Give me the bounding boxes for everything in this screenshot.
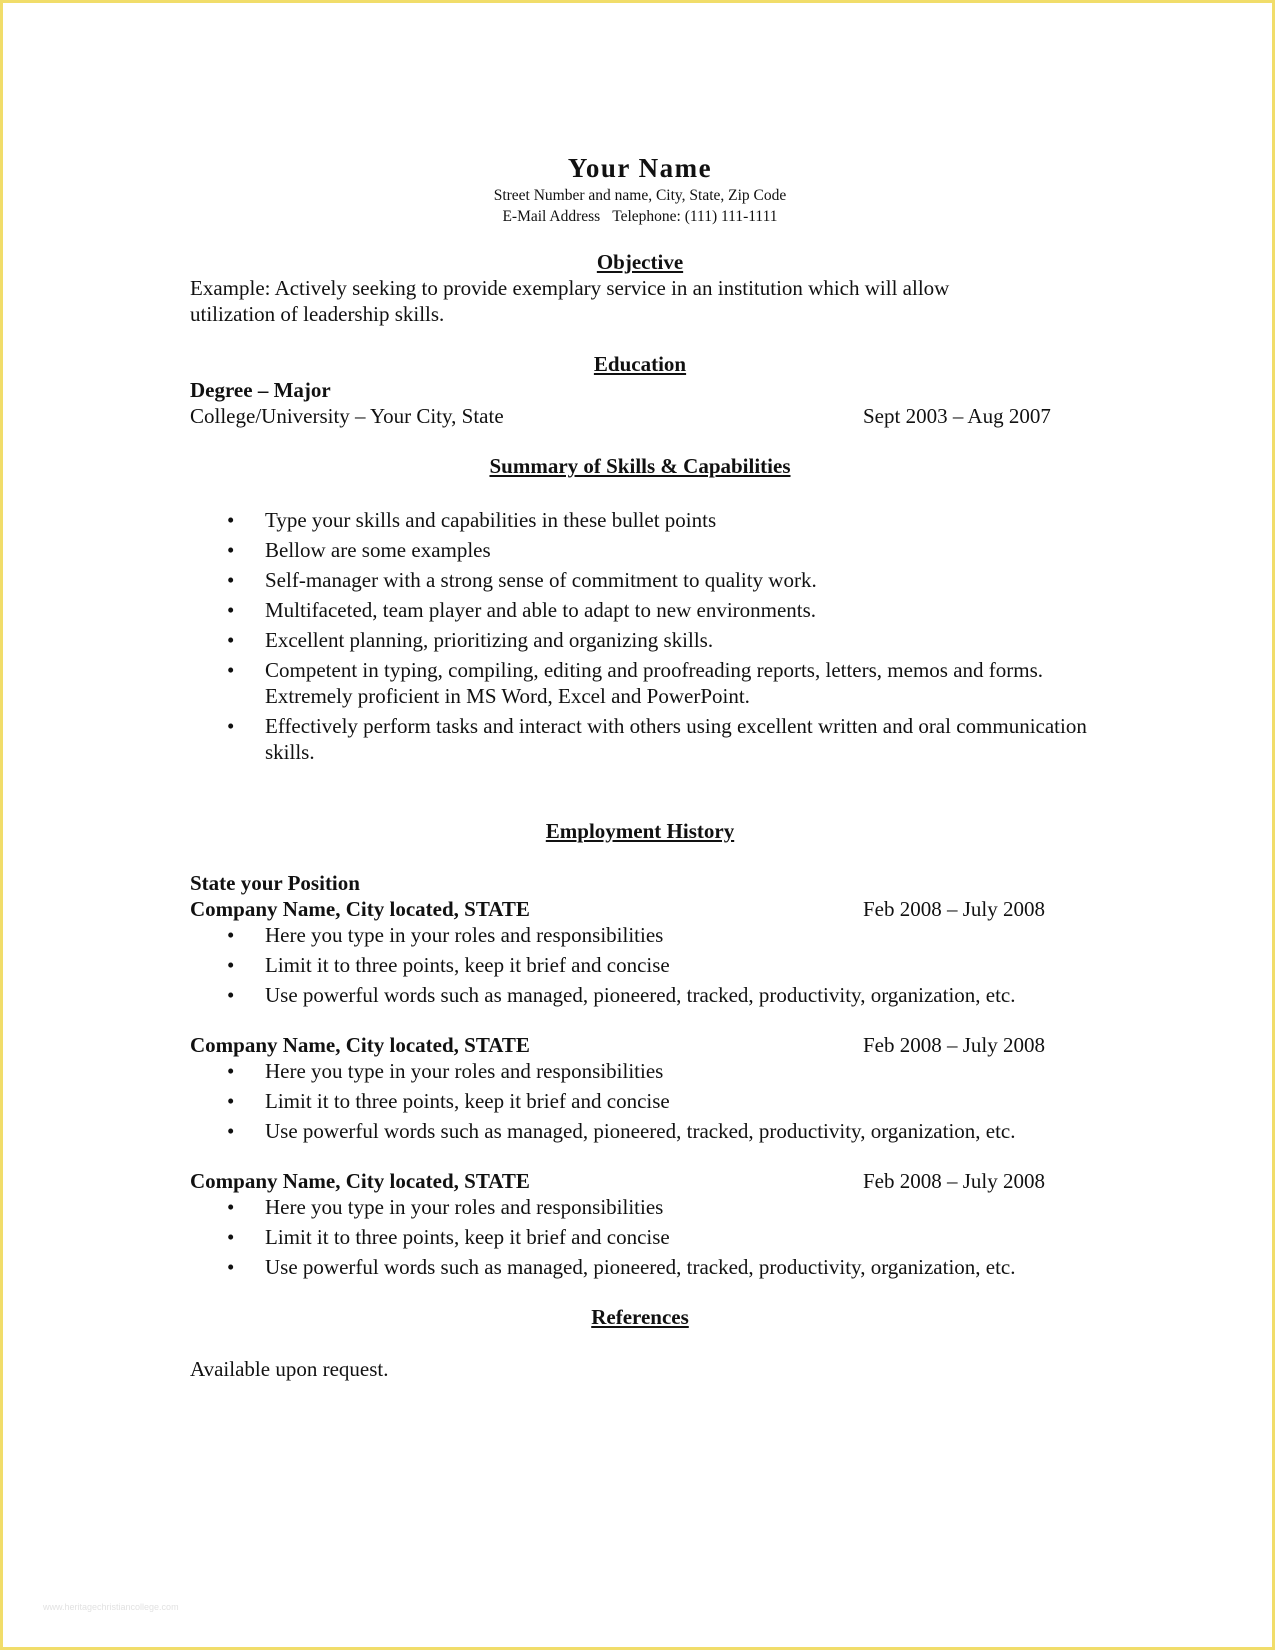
list-item: • Use powerful words such as managed, pioneered, tracked, productivity, organization, etc.: [190, 1118, 1090, 1144]
list-item: • Here you type in your roles and responsibilities: [190, 1194, 1090, 1220]
watermark-text: www.heritagechristiancollege.com: [43, 1602, 179, 1612]
employment-title: Employment History: [545, 819, 735, 843]
job-dates: Feb 2008 – July 2008: [863, 1169, 1046, 1193]
education-row: [190, 403, 1090, 429]
list-item: • Effectively perform tasks and interact with others using excellent written and oral communication skills.: [190, 713, 1090, 765]
degree-major: Degree – Major: [190, 378, 331, 402]
address-line: Street Number and name, City, State, Zip Code: [493, 187, 787, 204]
objective-title: Objective: [596, 250, 684, 274]
candidate-name: Your Name: [567, 153, 713, 183]
school-text: College/University – Your City, State: [190, 404, 504, 428]
list-item: • Here you type in your roles and responsibilities: [190, 1058, 1090, 1084]
list-item: • Excellent planning, prioritizing and organizing skills.: [190, 627, 1090, 653]
job-company: Company Name, City located, STATE: [190, 897, 530, 921]
list-item: • Self-manager with a strong sense of commitment to quality work.: [190, 567, 1090, 593]
resume-content: [190, 151, 1090, 1382]
education-dates: Sept 2003 – Aug 2007: [863, 404, 1051, 428]
job-1-header: [190, 896, 1090, 922]
job-company: Company Name, City located, STATE: [190, 1169, 530, 1193]
job-1-points: [190, 922, 1090, 1008]
list-item: • Bellow are some examples: [190, 537, 1090, 563]
email-text: E-Mail Address: [502, 208, 601, 225]
list-item: • Use powerful words such as managed, pioneered, tracked, productivity, organization, etc.: [190, 1254, 1090, 1280]
objective-line-1: Example: Actively seeking to provide exemplary service in an institution which will allow: [190, 276, 950, 300]
job-dates: Feb 2008 – July 2008: [863, 1033, 1046, 1057]
job-2-header: [190, 1032, 1090, 1058]
list-item: • Use powerful words such as managed, pioneered, tracked, productivity, organization, etc.: [190, 982, 1090, 1008]
references-title: References: [591, 1305, 689, 1329]
telephone-text: Telephone: (111) 111-1111: [612, 208, 778, 225]
list-item: • Type your skills and capabilities in these bullet points: [190, 507, 1090, 533]
list-item: • Here you type in your roles and responsibilities: [190, 922, 1090, 948]
contact-line: [190, 206, 1090, 227]
job-dates: Feb 2008 – July 2008: [863, 897, 1046, 921]
list-item: • Multifaceted, team player and able to adapt to new environments.: [190, 597, 1090, 623]
objective-line-2: utilization of leadership skills.: [190, 302, 445, 326]
references-text: Available upon request.: [190, 1357, 389, 1381]
list-item: • Limit it to three points, keep it brief and concise: [190, 952, 1090, 978]
job-2-points: [190, 1058, 1090, 1144]
skills-title: Summary of Skills & Capabilities: [489, 454, 791, 478]
education-title: Education: [593, 352, 687, 376]
list-item: • Limit it to three points, keep it brief and concise: [190, 1224, 1090, 1250]
list-item: • Competent in typing, compiling, editing and proofreading reports, letters, memos and forms. Extremely proficient in MS Word, Excel and PowerPoint.: [190, 657, 1090, 709]
list-item: • Limit it to three points, keep it brief and concise: [190, 1088, 1090, 1114]
position-title: State your Position: [190, 871, 360, 895]
skills-list: [190, 507, 1090, 765]
job-3-points: [190, 1194, 1090, 1280]
job-3-header: [190, 1168, 1090, 1194]
job-company: Company Name, City located, STATE: [190, 1033, 530, 1057]
